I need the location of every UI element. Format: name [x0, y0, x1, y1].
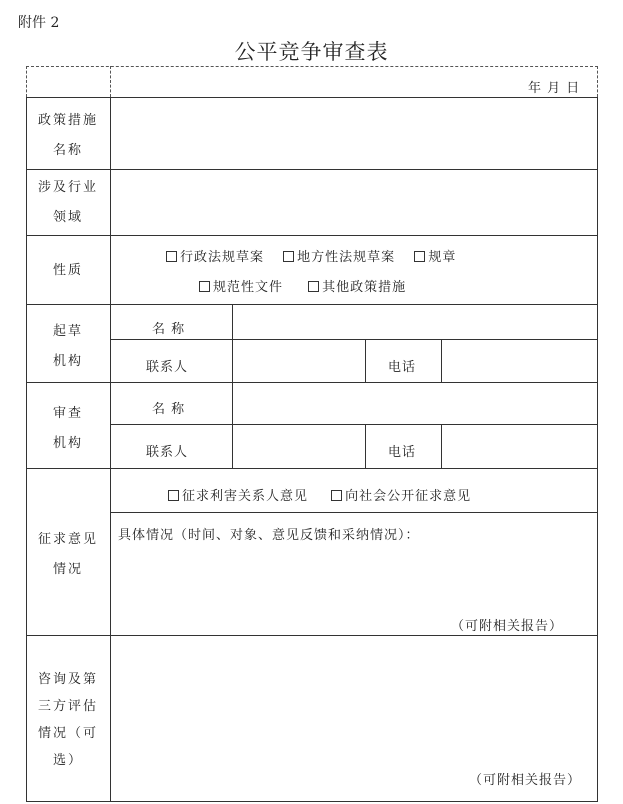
policy-name-field[interactable]	[111, 98, 597, 169]
checkbox-normative-document[interactable]: 规范性文件	[199, 276, 283, 295]
checkbox-public-opinion[interactable]: 向社会公开征求意见	[331, 485, 471, 504]
review-name-field[interactable]	[233, 383, 597, 424]
review-name-label: 名 称	[152, 402, 186, 417]
review-phone-field[interactable]	[442, 425, 597, 468]
drafting-name-field[interactable]	[233, 305, 597, 339]
review-org-label: 审查 机构	[52, 406, 83, 451]
drafting-name-label: 名 称	[152, 322, 186, 337]
review-contact-field[interactable]	[233, 425, 364, 468]
consultation-details-prompt: 具体情况（时间、对象、意见反馈和采纳情况）：	[118, 528, 420, 543]
industry-field[interactable]	[111, 170, 597, 235]
date-line: 年 月 日	[528, 81, 581, 96]
consultation-note: （可附相关报告）	[451, 619, 564, 634]
drafting-contact-field[interactable]	[233, 340, 364, 382]
checkbox-rules[interactable]: 规章	[414, 246, 456, 265]
checkbox-administrative-regulation[interactable]: 行政法规草案	[166, 246, 264, 265]
checkbox-other-policy[interactable]: 其他政策措施	[308, 276, 406, 295]
third-party-note: （可附相关报告）	[469, 773, 582, 788]
attachment-label: 附件 2	[18, 15, 60, 31]
nature-options-row1	[166, 246, 456, 265]
policy-name-label: 政策措施 名称	[37, 113, 98, 158]
form-title: 公平竞争审查表	[234, 40, 389, 64]
drafting-phone-label: 电话	[388, 360, 417, 375]
review-phone-label: 电话	[388, 445, 417, 460]
checkbox-stakeholder-opinion[interactable]: 征求利害关系人意见	[168, 485, 308, 504]
third-party-field[interactable]	[111, 637, 597, 762]
drafting-org-label: 起草 机构	[52, 324, 83, 369]
consultation-label: 征求意见 情况	[37, 532, 98, 577]
consultation-details-field[interactable]	[111, 545, 597, 610]
nature-label: 性质	[52, 263, 83, 278]
drafting-phone-field[interactable]	[442, 340, 597, 382]
drafting-contact-label: 联系人	[146, 360, 189, 375]
industry-label: 涉及行业 领域	[37, 180, 98, 225]
review-contact-label: 联系人	[146, 445, 189, 460]
third-party-label: 咨询及第 三方评估 情况（可 选）	[37, 672, 98, 768]
nature-options-row2	[199, 276, 406, 295]
consultation-options	[168, 485, 471, 504]
checkbox-local-regulation[interactable]: 地方性法规草案	[283, 246, 395, 265]
